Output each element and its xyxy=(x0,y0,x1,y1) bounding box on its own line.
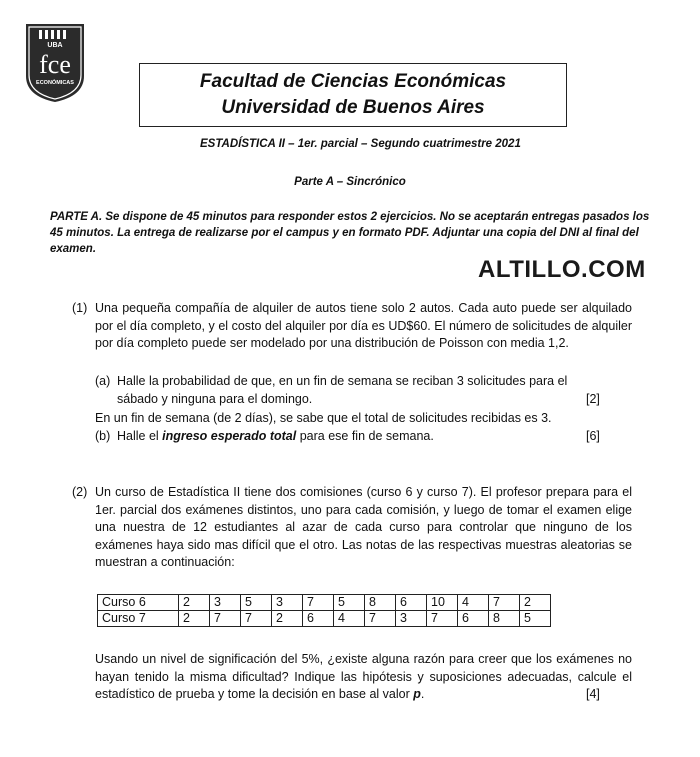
svg-text:fce: fce xyxy=(39,50,71,79)
problem2-question-post: . xyxy=(420,687,425,701)
table-cell: 6 xyxy=(458,611,489,627)
svg-text:ECONÓMICAS: ECONÓMICAS xyxy=(36,80,74,86)
problem2-points: [4] xyxy=(586,687,600,701)
problem1b-text xyxy=(117,428,567,446)
table-cell: 3 xyxy=(210,595,241,611)
fce-logo xyxy=(22,18,88,104)
table-cell: 3 xyxy=(272,595,303,611)
table-cell: 4 xyxy=(458,595,489,611)
problem1a-label: (a) xyxy=(95,374,111,388)
svg-text:UBA: UBA xyxy=(47,42,63,49)
problem1-note: En un fin de semana (de 2 días), se sabe que el total de solicitudes recibidas es 3. xyxy=(95,411,552,425)
faculty-title: Facultad de Ciencias Económicas xyxy=(199,71,507,92)
instructions-text: PARTE A. Se dispone de 45 minutos para responder estos 2 ejercicios. No se aceptarán entregas pasados los 45 minutos. La entrega de realizarse por el campus y en formato PDF. Adjuntar una copia del DNI al final del examen. xyxy=(50,211,650,255)
table-row-label: Curso 6 xyxy=(98,595,179,611)
table-cell: 10 xyxy=(427,595,458,611)
table-cell: 6 xyxy=(303,611,334,627)
section-heading: Parte A – Sincrónico xyxy=(294,176,406,188)
grades-table xyxy=(97,594,551,627)
problem1a-text: Halle la probabilidad de que, en un fin de semana se reciban 3 solicitudes para el sábado y ninguna para el domingo. xyxy=(117,374,568,406)
table-cell: 2 xyxy=(179,595,210,611)
problem2-question-pre: Usando un nivel de significación del 5%, ¿existe alguna razón para creer que los exámenes no hayan tenido la misma dificultad? Indique las hipótesis y suposiciones adecuadas, calcule el estadístico de prueba y tome la decisión en base al valor xyxy=(95,652,632,701)
problem1-number: (1) xyxy=(72,301,88,315)
problem1b-emphasis: ingreso esperado total xyxy=(162,429,297,443)
problem1b-post: para ese fin de semana. xyxy=(296,429,434,443)
table-cell: 7 xyxy=(427,611,458,627)
table-row xyxy=(98,611,551,627)
table-cell: 4 xyxy=(334,611,365,627)
table-cell: 2 xyxy=(520,595,551,611)
table-cell: 2 xyxy=(179,611,210,627)
exam-subtitle: ESTADÍSTICA II – 1er. parcial – Segundo cuatrimestre 2021 xyxy=(200,138,521,150)
table-cell: 6 xyxy=(396,595,427,611)
table-row-label: Curso 7 xyxy=(98,611,179,627)
problem2-number: (2) xyxy=(72,485,88,499)
table-cell: 7 xyxy=(210,611,241,627)
table-cell: 5 xyxy=(241,595,272,611)
table-cell: 7 xyxy=(241,611,272,627)
problem2-question-emphasis: p xyxy=(413,687,421,701)
table-cell: 7 xyxy=(489,595,520,611)
problem1b-points: [6] xyxy=(586,429,600,443)
problem1-text: Una pequeña compañía de alquiler de autos tiene solo 2 autos. Cada auto puede ser alquilado por el día completo, y el costo del alquiler por día es UD$60. El número de solicitudes de alquiler por día completo puede ser modelado por una distribución de Poisson con media 1,2. xyxy=(95,301,632,350)
title-box xyxy=(139,63,567,127)
table-cell: 8 xyxy=(489,611,520,627)
problem1b-pre: Halle el xyxy=(117,429,163,443)
table-row xyxy=(98,595,551,611)
table-cell: 2 xyxy=(272,611,303,627)
problem1a-points: [2] xyxy=(586,392,600,406)
problem2-question xyxy=(95,651,632,704)
table-cell: 3 xyxy=(396,611,427,627)
table-cell: 5 xyxy=(520,611,551,627)
university-title: Universidad de Buenos Aires xyxy=(221,97,485,118)
table-cell: 7 xyxy=(303,595,334,611)
table-cell: 5 xyxy=(334,595,365,611)
watermark: ALTILLO.COM xyxy=(478,256,646,283)
problem2-text: Un curso de Estadística II tiene dos comisiones (curso 6 y curso 7). El profesor prepara para el 1er. parcial dos exámenes distintos, uno para cada comisión, y luego de tomar el examen elige una nuestra de 12 estudiantes al azar de cada curso para controlar que ninguno de los exámenes haya sido mas difícil que el otro. Las notas de las respectivas muestras aleatorias se muestran a continuación: xyxy=(95,485,632,569)
table-cell: 7 xyxy=(365,611,396,627)
table-cell: 8 xyxy=(365,595,396,611)
problem1b-label: (b) xyxy=(95,429,111,443)
